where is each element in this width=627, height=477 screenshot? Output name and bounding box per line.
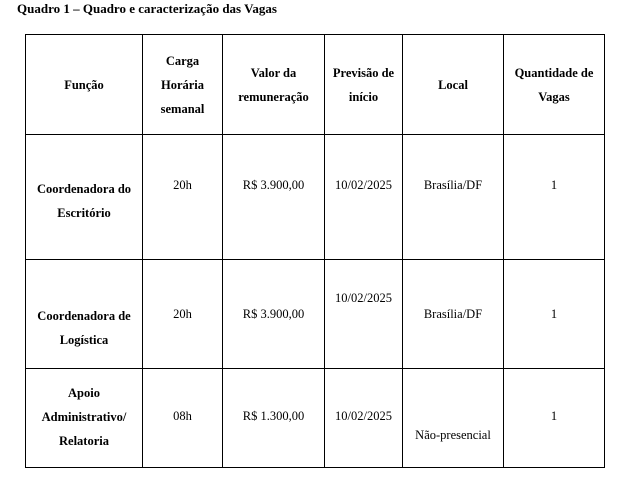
header-previsao-inicio: Previsão de início (325, 35, 403, 135)
table-caption: Quadro 1 – Quadro e caracterização das Vagas (17, 1, 277, 16)
header-funcao: Função (26, 35, 143, 135)
vagas-table (25, 34, 605, 468)
header-quantidade-vagas: Quantidade de Vagas (504, 35, 605, 135)
cell-quantidade: 1 (504, 135, 605, 260)
header-local: Local (403, 35, 504, 135)
cell-valor: R$ 3.900,00 (223, 260, 325, 369)
cell-funcao: Apoio Administrativo/ Relatoria (26, 369, 143, 468)
table-row (26, 135, 605, 260)
cell-previsao: 10/02/2025 (325, 260, 403, 369)
cell-carga: 20h (143, 260, 223, 369)
cell-carga: 08h (143, 369, 223, 468)
cell-carga: 20h (143, 135, 223, 260)
table-row (26, 260, 605, 369)
cell-local: Brasília/DF (403, 135, 504, 260)
cell-valor: R$ 3.900,00 (223, 135, 325, 260)
cell-previsao: 10/02/2025 (325, 135, 403, 260)
header-carga-horaria: Carga Horária semanal (143, 35, 223, 135)
table-row (26, 369, 605, 468)
cell-quantidade: 1 (504, 369, 605, 468)
cell-funcao: Coordenadora do Escritório (26, 135, 143, 260)
cell-previsao: 10/02/2025 (325, 369, 403, 468)
header-valor-remuneracao: Valor da remuneração (223, 35, 325, 135)
cell-local: Não-presencial (403, 369, 504, 468)
cell-quantidade: 1 (504, 260, 605, 369)
cell-local: Brasília/DF (403, 260, 504, 369)
table-header-row (26, 35, 605, 135)
cell-valor: R$ 1.300,00 (223, 369, 325, 468)
cell-funcao: Coordenadora de Logística (26, 260, 143, 369)
